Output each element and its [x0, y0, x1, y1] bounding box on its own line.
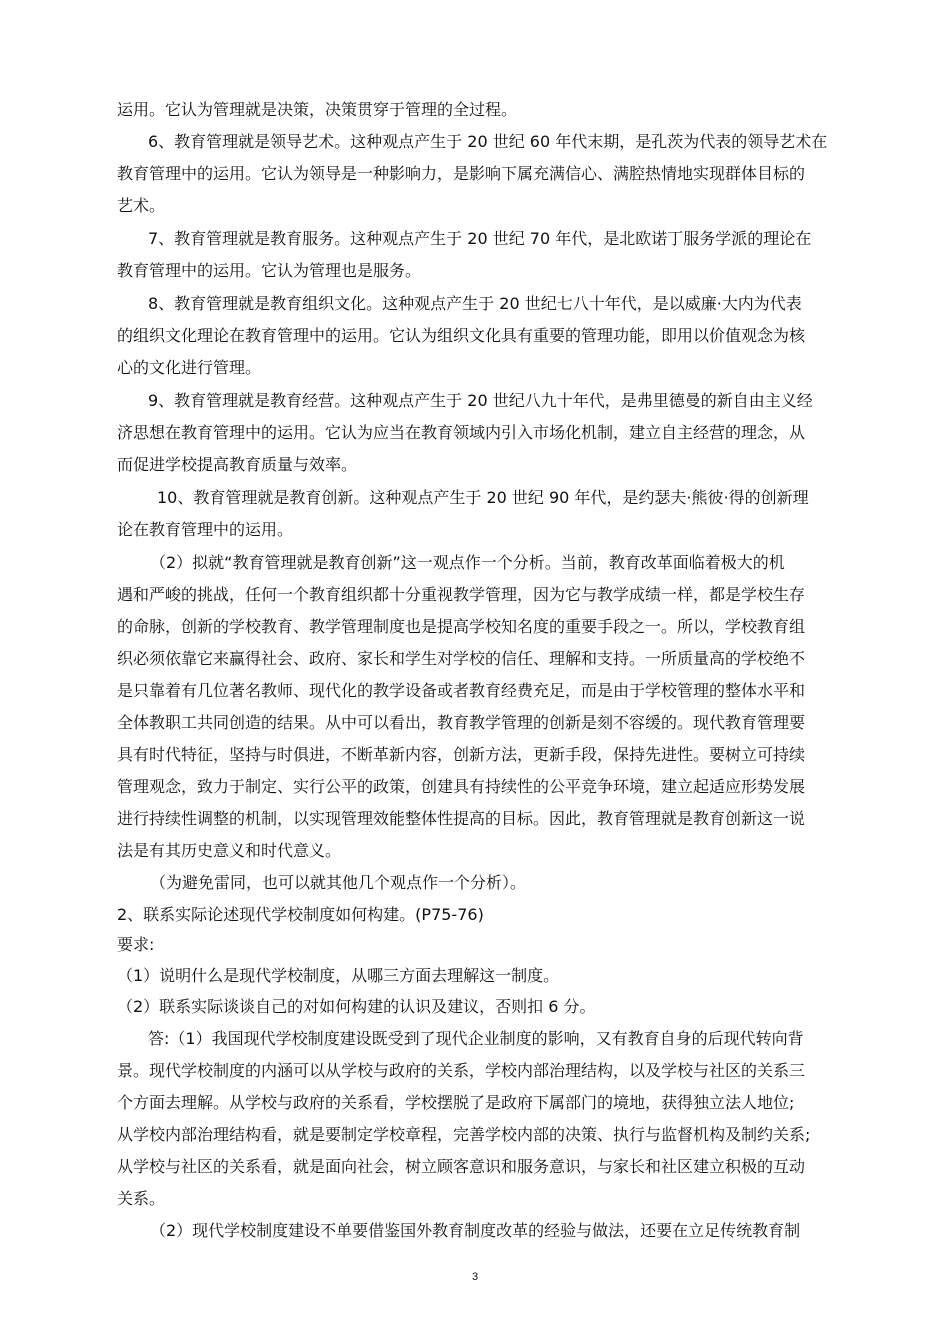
text-line: 管理观念，致力于制定、实行公平的政策，创建具有持续性的公平竞争环境，建立起适应形势发展 [117, 777, 806, 796]
text-line: 的命脉，创新的学校教育、教学管理制度也是提高学校知名度的重要手段之一。所以，学校教育组 [117, 617, 806, 636]
text-line: 8、教育管理就是教育组织文化。这种观点产生于 20 世纪七八十年代，是以威廉·大内为代表 [148, 294, 802, 313]
text-line: 进行持续性调整的机制，以实现管理效能整体性提高的目标。因此，教育管理就是教育创新这一说 [117, 809, 806, 828]
text-line: 艺术。 [117, 196, 166, 215]
text-line: 从学校与社区的关系看，就是面向社会，树立顾客意识和服务意识，与家长和社区建立积极的互动 [117, 1157, 806, 1176]
text-line: （为避免雷同，也可以就其他几个观点作一个分析）。 [150, 873, 527, 892]
text-line: 论在教育管理中的运用。 [117, 520, 294, 539]
text-line: 6、教育管理就是领导艺术。这种观点产生于 20 世纪 60 年代末期，是孔茨为代表的领导艺术在 [148, 132, 828, 151]
page-number: 3 [471, 1271, 479, 1283]
text-line: 的组织文化理论在教育管理中的运用。它认为组织文化具有重要的管理功能，即用以价值观念为核 [117, 326, 806, 345]
text-line: 关系。 [117, 1189, 166, 1208]
text-line: 法是有其历史意义和时代意义。 [117, 841, 342, 860]
text-line: 织必须依靠它来赢得社会、政府、家长和学生对学校的信任、理解和支持。一所质量高的学校绝不 [117, 649, 806, 668]
text-line: 遇和严峻的挑战，任何一个教育组织都十分重视教学管理，因为它与教学成绩一样，都是学校生存 [117, 585, 806, 604]
text-line: 10、教育管理就是教育创新。这种观点产生于 20 世纪 90 年代，是约瑟夫·熊彼·得的创新理 [157, 488, 809, 507]
text-line: 从学校内部治理结构看，就是要制定学校章程，完善学校内部的决策、执行与监督机构及制约关系; [117, 1125, 811, 1144]
text-line: 运用。它认为管理就是决策，决策贯穿于管理的全过程。 [117, 100, 518, 119]
text-line: 个方面去理解。从学校与政府的关系看，学校摆脱了是政府下属部门的境地，获得独立法人地位; [117, 1093, 795, 1112]
text-line: 全体教职工共同创造的结果。从中可以看出，教育教学管理的创新是刻不容缓的。现代教育管理要 [117, 713, 806, 732]
text-line: 具有时代特征，坚持与时俱进，不断革新内容，创新方法，更新手段，保持先进性。要树立可持续 [117, 745, 806, 764]
text-line: （2）拟就“教育管理就是教育创新”这一观点作一个分析。当前，教育改革面临着极大的机 [150, 553, 785, 572]
text-line: 济思想在教育管理中的运用。它认为应当在教育领域内引入市场化机制，建立自主经营的理念，从 [117, 423, 806, 442]
text-line: 要求: [117, 935, 155, 954]
text-line: （1）说明什么是现代学校制度，从哪三方面去理解这一制度。 [117, 966, 560, 985]
text-line: 教育管理中的运用。它认为管理也是服务。 [117, 261, 422, 280]
text-line: 心的文化进行管理。 [117, 358, 262, 377]
text-line: 7、教育管理就是教育服务。这种观点产生于 20 世纪 70 年代，是北欧诺丁服务学派的理论在 [148, 229, 812, 248]
text-line: 2、联系实际论述现代学校制度如何构建。(P75-76) [117, 905, 484, 924]
text-line: 教育管理中的运用。它认为领导是一种影响力，是影响下属充满信心、满腔热情地实现群体目标的 [117, 164, 806, 183]
text-line: 答:（1）我国现代学校制度建设既受到了现代企业制度的影响，又有教育自身的后现代转向背 [148, 1029, 804, 1048]
text-line: 景。现代学校制度的内涵可以从学校与政府的关系，学校内部治理结构，以及学校与社区的关系三 [117, 1061, 806, 1080]
text-line: 9、教育管理就是教育经营。这种观点产生于 20 世纪八九十年代，是弗里德曼的新自由主义经 [148, 391, 813, 410]
text-line: （2）现代学校制度建设不单要借鉴国外教育制度改革的经验与做法，还要在立足传统教育制 [150, 1221, 801, 1240]
text-line: （2）联系实际谈谈自己的对如何构建的认识及建议，否则扣 6 分。 [117, 997, 596, 1016]
text-line: 而促进学校提高教育质量与效率。 [117, 455, 358, 474]
text-line: 是只靠着有几位著名教师、现代化的教学设备或者教育经费充足，而是由于学校管理的整体水平和 [117, 681, 806, 700]
